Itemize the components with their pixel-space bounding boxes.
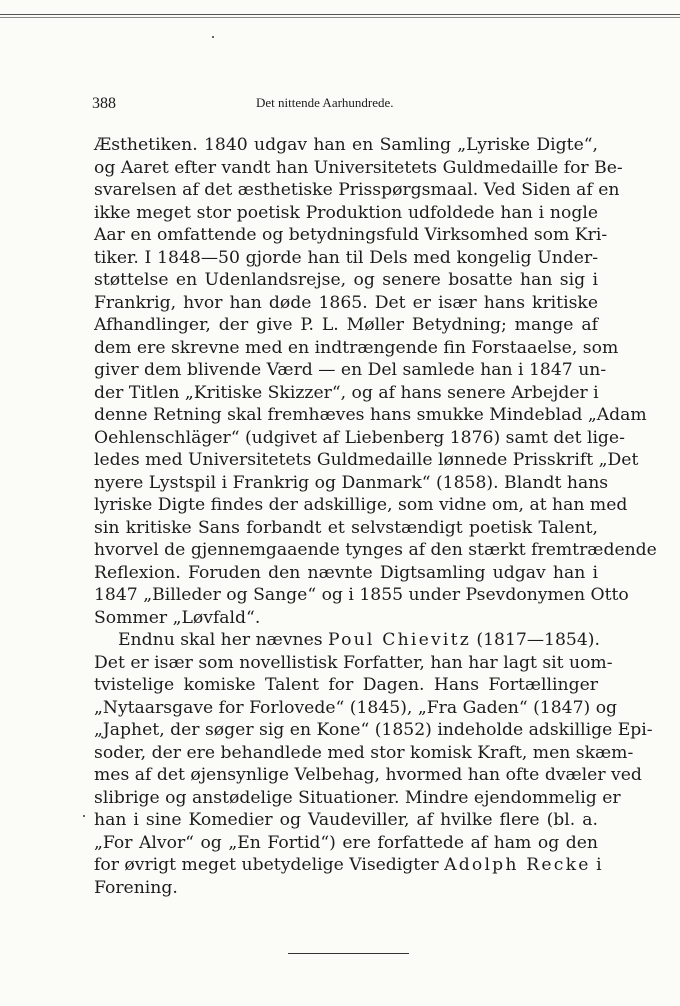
- text-line: Æsthetiken. 1840 udgav han en Samling „Lyriske Digte“,: [94, 135, 598, 155]
- text-line: 1847 „Billeder og Sange“ og i 1855 under Psevdonymen Otto: [94, 585, 629, 605]
- text-line: Aar en omfattende og betydningsfuld Virksomhed som Kri-: [94, 225, 608, 245]
- text-line: sin kritiske Sans forbandt et selvstændigt poetisk Talent,: [94, 517, 598, 538]
- text-line: han i sine Komedier og Vaudeviller, af hvilke flere (bl. a.: [94, 810, 598, 830]
- text-line: tiker. I 1848—50 gjorde han til Dels med kongelig Under-: [94, 247, 598, 268]
- text-line: nyere Lystspil i Frankrig og Danmark“ (1858). Blandt hans: [94, 472, 609, 493]
- text-line: der Titlen „Kritiske Skizzer“, og af hans senere Arbejder i: [94, 382, 599, 403]
- text-line: Reflexion. Foruden den nævnte Digtsamling udgav han i: [94, 562, 598, 583]
- text-fragment: Endnu skal her nævnes: [118, 630, 329, 650]
- top-border-rule: [0, 14, 680, 15]
- paper-speck: [212, 36, 214, 38]
- page-number: 388: [92, 95, 116, 112]
- text-line: „Nytaarsgave for Forlovede“ (1845), „Fra Gaden“ (1847) og: [94, 697, 618, 718]
- text-line: „Japhet, der søger sig en Kone“ (1852) indeholde adskillige Epi-: [94, 720, 653, 740]
- text-line: giver dem blivende Værd — en Del samlede han i 1847 un-: [94, 360, 607, 380]
- text-line: dem ere skrevne med en indtrængende fin Forstaaelse, som: [94, 337, 619, 358]
- text-line: mes af det øjensynlige Velbehag, hvormed han ofte dvæler ved: [94, 765, 642, 785]
- text-line: soder, der ere behandlede med stor komisk Kraft, men skæm-: [94, 742, 634, 763]
- person-name: Adolph Recke: [444, 855, 591, 875]
- running-head: Det nittende Aarhundrede.: [256, 95, 394, 110]
- section-end-rule: [288, 953, 409, 954]
- text-line: „For Alvor“ og „En Fortid“) ere forfattede af ham og den: [94, 832, 598, 853]
- text-line: Sommer „Løvfald“.: [94, 607, 261, 628]
- text-line: støttelse en Udenlandsrejse, og senere bosatte han sig i: [94, 270, 598, 290]
- text-line: Forening.: [94, 877, 178, 898]
- text-line: ikke meget stor poetisk Produktion udfoldede han i nogle: [94, 202, 598, 223]
- text-line: lyriske Digte findes der adskillige, som vidne om, at han med: [94, 495, 628, 515]
- text-line: ledes med Universitetets Guldmedaille lønnede Prisskrift „Det: [94, 450, 639, 470]
- text-line: og Aaret efter vandt han Universitetets Guldmedaille for Be-: [94, 157, 623, 178]
- text-line: hvorvel de gjennemgaaende tynges af den stærkt fremtrædende: [94, 540, 657, 560]
- text-fragment: i: [590, 855, 602, 875]
- text-line: slibrige og anstødelige Situationer. Mindre ejendommelig er: [94, 787, 621, 808]
- text-fragment: for øvrigt meget ubetydelige Visedigter: [94, 855, 445, 875]
- text-line: Afhandlinger, der give P. L. Møller Betydning; mange af: [94, 315, 598, 335]
- text-line: denne Retning skal fremhæves hans smukke Mindeblad „Adam: [94, 405, 647, 425]
- text-line: Det er især som novellistisk Forfatter, han har lagt sit uom-: [94, 652, 613, 673]
- text-line: Oehlenschläger“ (udgivet af Liebenberg 1876) samt det lige-: [94, 427, 625, 448]
- text-line: Frankrig, hvor han døde 1865. Det er især hans kritiske: [94, 292, 598, 313]
- text-fragment: (1817—1854).: [470, 630, 600, 650]
- paper-speck: [83, 815, 85, 817]
- text-line: [94, 854, 602, 877]
- text-line: tvistelige komiske Talent for Dagen. Hans Fortællinger: [94, 675, 598, 695]
- text-line: [94, 629, 598, 652]
- top-border-rule-inner: [0, 17, 680, 18]
- person-name: Poul Chievitz: [328, 630, 471, 650]
- text-line: svarelsen af det æsthetiske Prisspørgsmaal. Ved Siden af en: [94, 180, 620, 200]
- body-text: [94, 134, 657, 899]
